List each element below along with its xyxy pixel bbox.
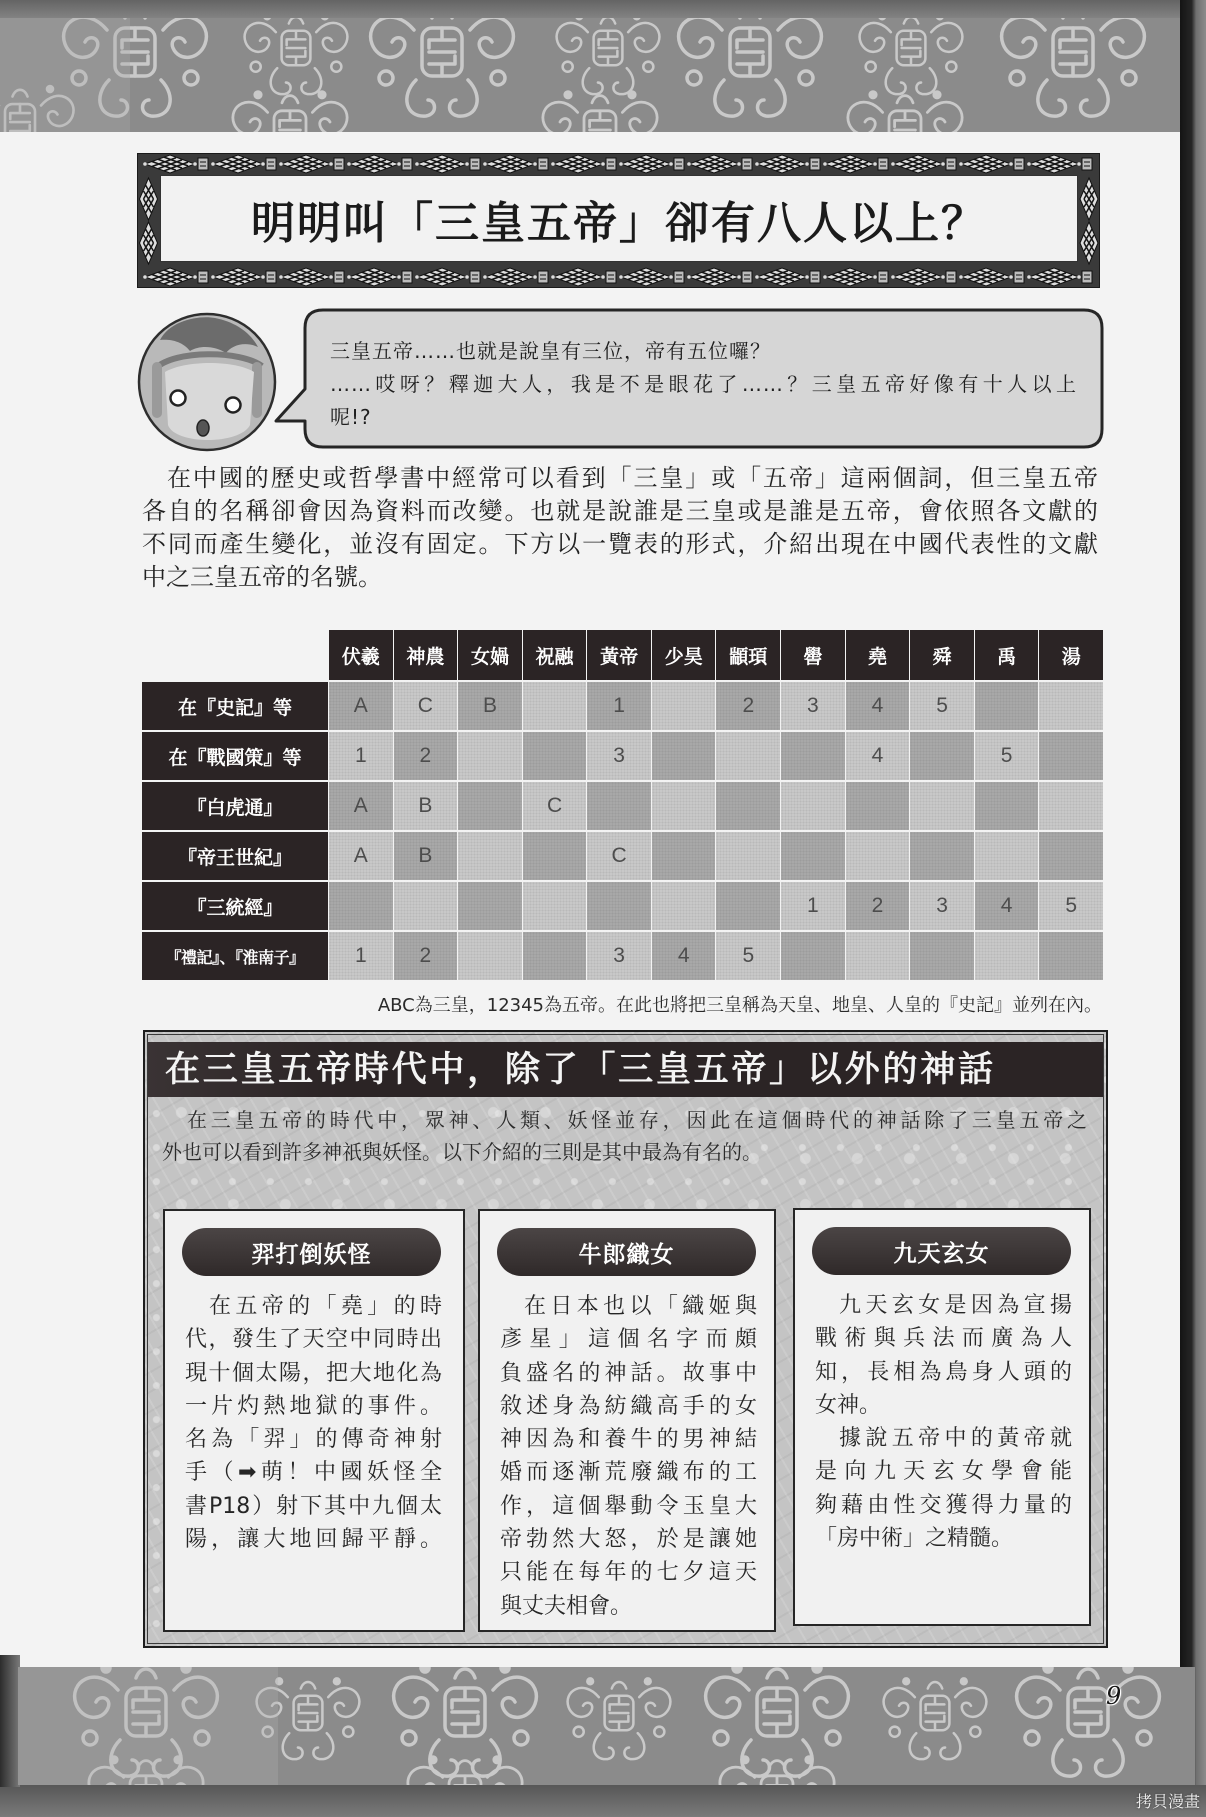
card-line: 夠藉由性交獲得力量的 <box>815 1492 1072 1518</box>
card-line: 據說五帝中的黃帝就 <box>839 1426 1072 1452</box>
table-cell <box>716 832 780 880</box>
table-cell: A <box>329 782 393 830</box>
table-cell <box>523 932 587 980</box>
card-line: 戰術與兵法而廣為人 <box>815 1326 1072 1352</box>
table-cell <box>716 882 780 930</box>
column-header: 伏羲 <box>329 630 393 680</box>
myths-section-title: 在三皇五帝時代中，除了「三皇五帝」以外的神話 <box>165 1049 993 1090</box>
table-cell: 4 <box>846 682 910 730</box>
table-cell <box>910 932 974 980</box>
dialogue-line: 三皇五帝……也就是說皇有三位，帝有五位囉？ <box>330 339 771 363</box>
table-cell <box>781 732 845 780</box>
table-cell: 4 <box>652 932 716 980</box>
myth-card-yi <box>163 1209 465 1632</box>
column-header: 嚳 <box>781 630 845 680</box>
table-cell <box>781 932 845 980</box>
table-cell <box>523 732 587 780</box>
table-cell <box>846 782 910 830</box>
table-cell <box>846 932 910 980</box>
table-cell <box>458 782 522 830</box>
table-cell: 1 <box>329 932 393 980</box>
table-cell <box>329 882 393 930</box>
watermark: 拷貝漫畫 <box>1136 1792 1201 1811</box>
myth-card-body <box>500 1290 757 1623</box>
table-cell: 2 <box>716 682 780 730</box>
card-line: 陽，讓大地回歸平靜。 <box>185 1527 442 1553</box>
row-label: 在『史記』等 <box>142 682 328 730</box>
column-header: 堯 <box>846 630 910 680</box>
table-cell <box>652 882 716 930</box>
table-cell: 3 <box>910 882 974 930</box>
card-line: 敘述身為紡織高手的女 <box>500 1393 757 1419</box>
table-cell: 3 <box>587 932 651 980</box>
table-cell: A <box>329 682 393 730</box>
card-line: 名為「羿」的傳奇神射 <box>185 1427 442 1453</box>
paragraph-line: 在三皇五帝的時代中，眾神、人類、妖怪並存，因此在這個時代的神話除了三皇五帝之 <box>187 1108 1087 1132</box>
page-title: 明明叫「三皇五帝」卻有八人以上？ <box>251 197 987 249</box>
table-caption: ABC為三皇，12345為五帝。在此也將把三皇稱為天皇、地皇、人皇的『史記』並列在內。 <box>377 995 1102 1016</box>
table-cell: 1 <box>329 732 393 780</box>
column-header: 少昊 <box>652 630 716 680</box>
card-line: 只能在每年的七夕這天 <box>500 1560 757 1586</box>
myth-card-title: 九天玄女 <box>812 1227 1071 1275</box>
table-cell: C <box>394 682 458 730</box>
table-cell: 5 <box>975 732 1039 780</box>
table-cell <box>910 832 974 880</box>
table-cell <box>652 682 716 730</box>
decorative-top-band <box>0 18 1180 132</box>
table-cell <box>523 832 587 880</box>
card-line: 是向九天玄女學會能 <box>815 1459 1072 1485</box>
table-cell <box>458 732 522 780</box>
card-line: 神因為和養牛的男神結 <box>500 1427 757 1453</box>
table-cell: B <box>458 682 522 730</box>
column-header: 女媧 <box>458 630 522 680</box>
card-line: 婚而逐漸荒廢織布的工 <box>500 1460 757 1486</box>
card-line: 在五帝的「堯」的時 <box>209 1294 442 1319</box>
paragraph-line: 中之三皇五帝的名號。 <box>142 563 382 591</box>
table-cell <box>523 682 587 730</box>
table-cell <box>394 882 458 930</box>
paragraph-line: 不同而產生變化，並沒有固定。下方以一覽表的形式，介紹出現在中國代表性的文獻 <box>142 530 1098 558</box>
table-cell: 2 <box>394 932 458 980</box>
table-cell <box>846 832 910 880</box>
table-cell <box>587 882 651 930</box>
scan-edge-top <box>0 0 1180 20</box>
card-line: 負盛名的神話。故事中 <box>500 1360 757 1386</box>
paragraph-line: 各自的名稱卻會因為資料而改變。也就是說誰是三皇或是誰是五帝，會依照各文獻的 <box>142 497 1098 525</box>
table-cell <box>458 882 522 930</box>
table-cell: C <box>587 832 651 880</box>
column-header: 神農 <box>394 630 458 680</box>
table-cell: 1 <box>781 882 845 930</box>
table-cell <box>652 832 716 880</box>
table-cell <box>910 732 974 780</box>
row-label: 『白虎通』 <box>142 782 328 830</box>
table-cell <box>523 882 587 930</box>
myth-card-title: 牛郎織女 <box>497 1228 756 1276</box>
title-box <box>160 175 1078 262</box>
table-cell <box>1039 732 1103 780</box>
table-cell: 5 <box>716 932 780 980</box>
myths-section-intro <box>162 1104 1087 1168</box>
myth-card-body <box>815 1289 1072 1555</box>
table-cell <box>975 932 1039 980</box>
table-cell <box>652 782 716 830</box>
myth-card-title: 羿打倒妖怪 <box>182 1228 441 1276</box>
table-cell <box>975 682 1039 730</box>
table-cell <box>587 782 651 830</box>
table-cell: 4 <box>975 882 1039 930</box>
table-cell: 5 <box>910 682 974 730</box>
three-sovereigns-five-emperors-table <box>142 630 1103 980</box>
table-corner <box>142 630 328 680</box>
table-cell: 1 <box>587 682 651 730</box>
card-line: 「房中術」之精髓。 <box>815 1526 1014 1552</box>
card-line: 帝勃然大怒，於是讓她 <box>500 1527 757 1553</box>
scan-edge-left <box>0 1655 20 1787</box>
card-line: 一片灼熱地獄的事件。 <box>185 1393 442 1419</box>
card-line: 彥星」這個名字而頗 <box>500 1327 757 1353</box>
column-header: 湯 <box>1039 630 1103 680</box>
card-line: 知，長相為鳥身人頭的 <box>815 1359 1072 1385</box>
column-header: 顓頊 <box>716 630 780 680</box>
card-line: 與丈夫相會。 <box>500 1593 633 1619</box>
table-cell <box>781 832 845 880</box>
row-label: 『禮記』、『淮南子』 <box>142 932 328 980</box>
decorative-bottom-band <box>18 1667 1195 1785</box>
scan-edge-right <box>1180 0 1206 1817</box>
table-cell <box>1039 782 1103 830</box>
dialogue-line: ……哎呀？釋迦大人，我是不是眼花了……？三皇五帝好像有十人以上 <box>330 372 1077 396</box>
table-cell <box>1039 932 1103 980</box>
table-cell: 4 <box>846 732 910 780</box>
table-cell <box>781 782 845 830</box>
intro-paragraph <box>142 462 1098 594</box>
row-label: 『三統經』 <box>142 882 328 930</box>
card-line: 九天玄女是因為宣揚 <box>839 1293 1072 1318</box>
table-cell: 2 <box>846 882 910 930</box>
table-cell <box>716 732 780 780</box>
table-cell: B <box>394 782 458 830</box>
table-cell <box>975 782 1039 830</box>
myth-card-body <box>185 1290 442 1556</box>
paragraph-line: 外也可以看到許多神祇與妖怪。以下介紹的三則是其中最為有名的。 <box>162 1140 762 1164</box>
page-number: 9 <box>1106 1682 1122 1710</box>
table-cell: C <box>523 782 587 830</box>
column-header: 祝融 <box>523 630 587 680</box>
table-cell <box>910 782 974 830</box>
card-line: 代，發生了天空中同時出 <box>185 1327 442 1353</box>
paragraph-line: 在中國的歷史或哲學書中經常可以看到「三皇」或「五帝」這兩個詞，但三皇五帝 <box>167 464 1098 492</box>
table-cell: 3 <box>781 682 845 730</box>
table-cell <box>716 782 780 830</box>
table-cell: 3 <box>587 732 651 780</box>
column-header: 禹 <box>975 630 1039 680</box>
column-header: 黃帝 <box>587 630 651 680</box>
card-line: 在日本也以「織姬與 <box>524 1294 757 1319</box>
character-avatar-icon <box>136 310 278 454</box>
table-cell <box>458 932 522 980</box>
table-cell <box>975 832 1039 880</box>
table-cell <box>652 732 716 780</box>
myth-card-jiutian-xuannu <box>793 1208 1091 1626</box>
card-line: 現十個太陽，把大地化為 <box>185 1360 442 1386</box>
table-cell: A <box>329 832 393 880</box>
table-cell: 5 <box>1039 882 1103 930</box>
scan-edge-bottom <box>0 1785 1206 1817</box>
row-label: 『帝王世紀』 <box>142 832 328 880</box>
card-line: 女神。 <box>815 1392 882 1418</box>
table-cell: 2 <box>394 732 458 780</box>
card-line: 手（➡萌！中國妖怪全 <box>185 1460 442 1486</box>
speech-bubble-text <box>330 335 1090 434</box>
column-header: 舜 <box>910 630 974 680</box>
dialogue-line: 呢!? <box>330 405 372 429</box>
table-cell <box>458 832 522 880</box>
table-cell: B <box>394 832 458 880</box>
card-line: 書P18）射下其中九個太 <box>185 1493 442 1519</box>
card-line: 作，這個舉動令玉皇大 <box>500 1493 757 1519</box>
table-cell <box>1039 682 1103 730</box>
row-label: 在『戰國策』等 <box>142 732 328 780</box>
myth-card-cowherd-weaver <box>478 1209 776 1632</box>
table-cell <box>1039 832 1103 880</box>
